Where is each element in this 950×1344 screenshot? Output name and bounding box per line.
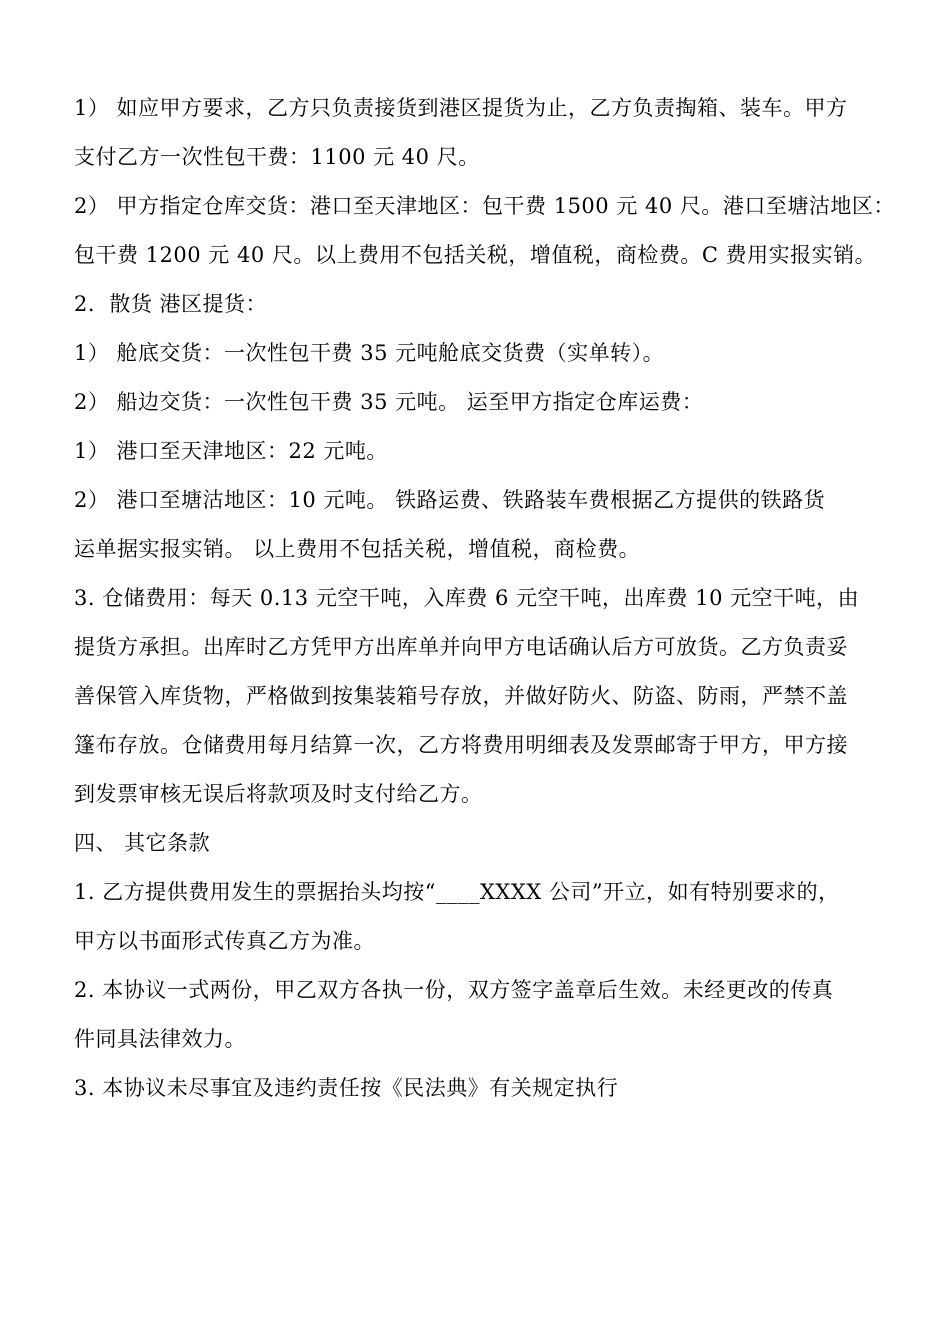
- document-body: [74, 84, 895, 1113]
- text-line: 2） 船边交货：一次性包干费 35 元吨。 运至甲方指定仓库运费：: [74, 390, 704, 414]
- text-line: 1） 舱底交货：一次性包干费 35 元吨舱底交货费（实单转）。: [74, 341, 665, 365]
- text-line: 2. 本协议一式两份，甲乙双方各执一份，双方签字盖章后生效。未经更改的传真: [74, 978, 834, 1002]
- text-line: 善保管入库货物，严格做到按集装箱号存放，并做好防火、防盗、防雨，严禁不盖: [74, 684, 848, 708]
- text-line: 到发票审核无误后将款项及时支付给乙方。: [74, 782, 483, 806]
- text-line: 篷布存放。仓储费用每月结算一次，乙方将费用明细表及发票邮寄于甲方，甲方接: [74, 733, 848, 757]
- text-line: 1） 港口至天津地区：22 元吨。: [74, 439, 388, 463]
- text-line: 3. 仓储费用：每天 0.13 元空干吨，入库费 6 元空干吨，出库费 10 元空干吨，由: [74, 586, 860, 610]
- text-line: 提货方承担。出库时乙方凭甲方出库单并向甲方电话确认后方可放货。乙方负责妥: [74, 635, 848, 659]
- section-heading: 2．散货 港区提货：: [74, 292, 268, 316]
- text-line: 运单据实报实销。 以上费用不包括关税，增值税，商检费。: [74, 537, 641, 561]
- text-line: 2） 甲方指定仓库交货：港口至天津地区：包干费 1500 元 40 尺。港口至塘沽地区：: [74, 194, 895, 218]
- section-heading: 四、 其它条款: [74, 831, 211, 855]
- text-line: 包干费 1200 元 40 尺。以上费用不包括关税，增值税，商检费。C 费用实报实销。: [74, 243, 877, 267]
- text-line: 2） 港口至塘沽地区：10 元吨。 铁路运费、铁路装车费根据乙方提供的铁路货: [74, 488, 826, 512]
- text-line: 甲方以书面形式传真乙方为准。: [74, 929, 375, 953]
- text-line: 支付乙方一次性包干费：1100 元 40 尺。: [74, 145, 480, 169]
- text-line: 件同具法律效力。: [74, 1027, 246, 1051]
- text-line: 1. 乙方提供费用发生的票据抬头均按“____XXXX 公司”开立，如有特别要求的，: [74, 880, 840, 904]
- text-line: 1） 如应甲方要求，乙方只负责接货到港区提货为止，乙方负责掏箱、装车。甲方: [74, 96, 848, 120]
- text-line: 3. 本协议未尽事宜及违约责任按《民法典》有关规定执行: [74, 1076, 619, 1100]
